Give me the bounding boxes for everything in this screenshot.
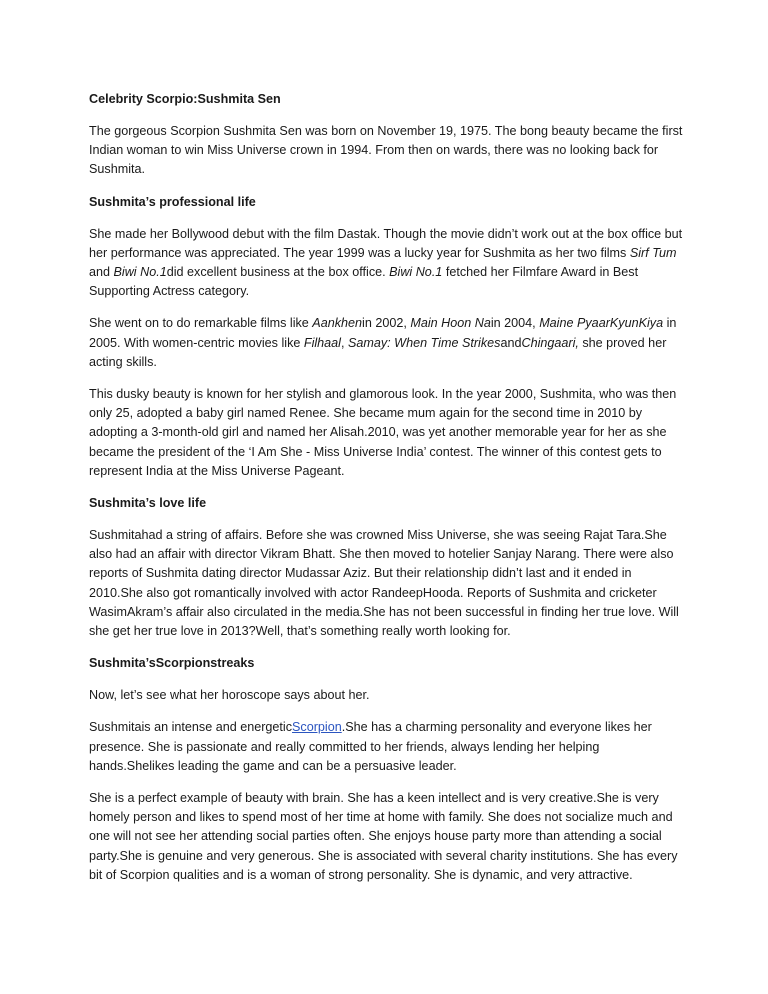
film-title: Main Hoon Na xyxy=(410,316,491,331)
scorpion-paragraph-2: She is a perfect example of beauty with brain. She has a keen intellect and is very creative.She is very homely person and likes to spend most of her time at home with family. She does not socialize much and one will not see her attending social parties often. She enjoys house party more than attending a social party.She is genuine and very generous. She is associated with several charity institutions. She has every bit of Scorpion qualities and is a woman of strong personality. She is dynamic, and very attractive. xyxy=(89,791,678,882)
film-title: Aankhen xyxy=(312,316,363,331)
film-title: Samay: When Time Strikes xyxy=(347,335,501,350)
film-title: Chingaari, xyxy=(521,335,579,350)
film-title: Sirf Tum xyxy=(629,245,677,260)
scorpion-streaks-heading: Sushmita’sScorpionstreaks xyxy=(89,656,255,671)
text-run: .She has a charming personality and everyone likes her presence. She is passionate and really committed to her friends, always lending her helping hands.Shelikes leading the game and can be a persuasive leader. xyxy=(89,720,652,773)
love-life-heading: Sushmita’s love life xyxy=(89,496,207,511)
film-title: Biwi No.1 xyxy=(113,265,167,280)
intro-paragraph: The gorgeous Scorpion Sushmita Sen was born on November 19, 1975. The bong beauty became the first Indian woman to win Miss Universe crown in 1994. From then on wards, there was no looking back for Sushmita. xyxy=(89,124,683,177)
text-run: , xyxy=(340,335,348,350)
text-run: in 2005. With women-centric movies like xyxy=(89,316,677,350)
scorpion-link[interactable]: Scorpion xyxy=(292,720,342,735)
scorpion-paragraph-1 xyxy=(89,718,688,776)
horoscope-intro-paragraph: Now, let’s see what her horoscope says about her. xyxy=(89,688,370,703)
film-title: Filhaal xyxy=(303,335,341,350)
text-run: in 2004, xyxy=(490,316,540,331)
film-title: Biwi No.1 xyxy=(389,265,443,280)
text-run: and xyxy=(89,265,114,280)
professional-paragraph-3: This dusky beauty is known for her stylish and glamorous look. In the year 2000, Sushmita, who was then only 25, adopted a baby girl named Renee. She became mum again for the second time in 2010 by adopting a 3-month-old girl and named her Alisah.2010, was yet another memorable year for her as she became the president of the ‘I Am She - Miss Universe India’ contest. The winner of this contest gets to represent India at the Miss Universe Pageant. xyxy=(89,387,677,478)
love-paragraph: Sushmitahad a string of affairs. Before she was crowned Miss Universe, she was seeing Rajat Tara.She also had an affair with director Vikram Bhatt. She then moved to hotelier Sanjay Narang. There were also reports of Sushmita dating director Mudassar Aziz. But their relationship didn’t last and it ended in 2010.She also got romantically involved with actor RandeepHooda. Reports of Sushmita and cricketer WasimAkram’s affair also circulated in the media.She has not been successful in finding her true love. Will she get her true love in 2013?Well, that’s something really worth looking for. xyxy=(89,528,679,639)
text-run: She went on to do remarkable films like xyxy=(89,316,313,331)
text-run: She made her Bollywood debut with the film Dastak. Though the movie didn’t work out at the box office but her performance was appreciated. The year 1999 was a lucky year for Sushmita as her two films xyxy=(89,226,683,260)
text-run: in 2002, xyxy=(362,316,411,331)
text-run: did excellent business at the box office. xyxy=(166,265,390,280)
text-run: she proved her acting skills. xyxy=(89,335,667,369)
text-run: Sushmitais an intense and energetic xyxy=(89,720,293,735)
professional-paragraph-1 xyxy=(89,225,688,302)
text-run: and xyxy=(500,335,522,350)
document-title: Celebrity Scorpio:Sushmita Sen xyxy=(89,92,281,106)
professional-life-heading: Sushmita’s professional life xyxy=(89,194,256,209)
film-title: Maine PyaarKyunKiya xyxy=(539,316,664,331)
text-run: fetched her Filmfare Award in Best Supporting Actress category. xyxy=(89,265,639,299)
professional-paragraph-2 xyxy=(89,314,688,372)
